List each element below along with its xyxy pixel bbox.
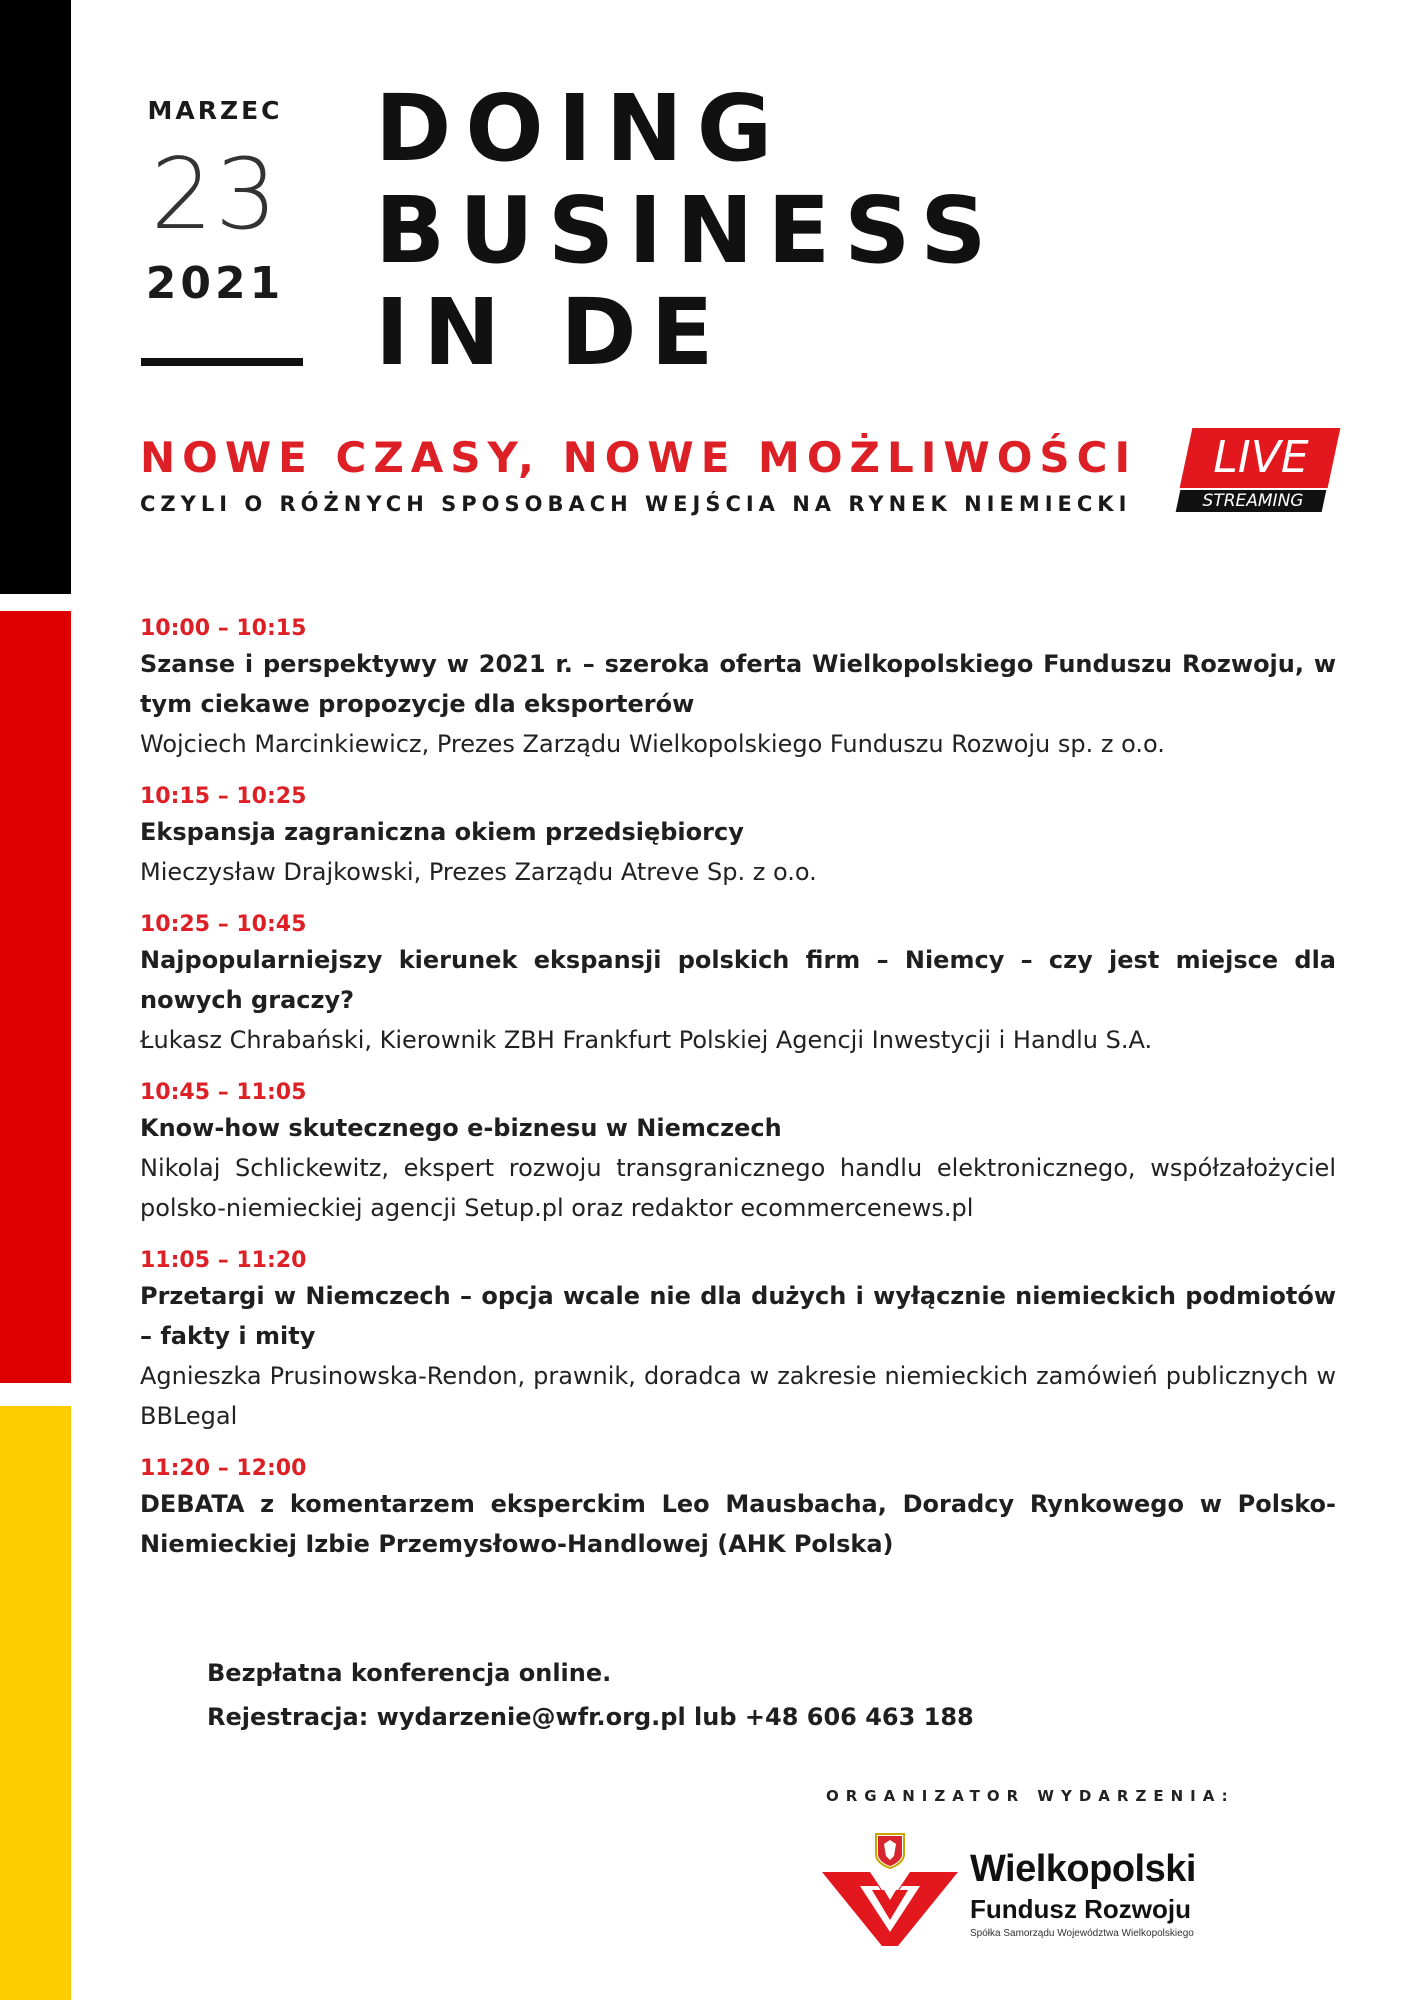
free-conference-note: Bezpłatna konferencja online. bbox=[207, 1659, 612, 1687]
organizer-label: ORGANIZATOR WYDARZENIA: bbox=[826, 1787, 1235, 1805]
agenda-time: 10:15 – 10:25 bbox=[140, 784, 307, 809]
organizer-logo bbox=[820, 1830, 1200, 1950]
agenda-item bbox=[140, 1246, 1336, 1436]
date-year: 2021 bbox=[145, 258, 285, 309]
event-title-line-1: DOING bbox=[375, 75, 787, 182]
agenda-topic: Najpopularniejszy kierunek ekspansji polskich firm – Niemcy – czy jest miejsce dla nowych graczy? bbox=[140, 946, 1336, 1014]
event-title-line-2: BUSINESS bbox=[375, 177, 1001, 284]
date-day: 23 bbox=[150, 138, 280, 252]
agenda bbox=[140, 614, 1336, 1582]
flag-stripe-red bbox=[0, 611, 71, 1383]
crest-icon bbox=[876, 1834, 904, 1868]
agenda-speaker: Agnieszka Prusinowska-Rendon, prawnik, doradca w zakresie niemieckich zamówień publicznych w BBLegal bbox=[140, 1362, 1336, 1430]
agenda-topic: Ekspansja zagraniczna okiem przedsiębiorcy bbox=[140, 818, 744, 846]
agenda-time: 10:45 – 11:05 bbox=[140, 1080, 307, 1105]
agenda-time: 10:25 – 10:45 bbox=[140, 912, 307, 937]
flag-stripe-black bbox=[0, 0, 71, 594]
agenda-topic: Know-how skutecznego e-biznesu w Niemczech bbox=[140, 1114, 782, 1142]
streaming-badge-text: STREAMING bbox=[1202, 491, 1304, 511]
agenda-topic: DEBATA z komentarzem eksperckim Leo Mausbacha, Doradcy Rynkowego w Polsko-Niemieckiej Izbie Przemysłowo-Handlowej (AHK Polska) bbox=[140, 1490, 1336, 1558]
wfr-logo-icon bbox=[820, 1830, 960, 1948]
event-title bbox=[375, 75, 1001, 386]
flag-stripe-gold bbox=[0, 1406, 71, 2000]
registration-info bbox=[207, 1651, 974, 1739]
organizer-subname: Fundusz Rozwoju bbox=[970, 1894, 1191, 1924]
agenda-item bbox=[140, 614, 1336, 764]
event-title-line-3: IN DE bbox=[375, 279, 728, 386]
agenda-topic: Przetargi w Niemczech – opcja wcale nie dla dużych i wyłącznie niemieckich podmiotów – fakty i mity bbox=[140, 1282, 1336, 1350]
agenda-item bbox=[140, 1078, 1336, 1228]
event-tagline: CZYLI O RÓŻNYCH SPOSOBACH WEJŚCIA NA RYNEK NIEMIECKI bbox=[140, 492, 1132, 516]
agenda-speaker: Wojciech Marcinkiewicz, Prezes Zarządu Wielkopolskiego Funduszu Rozwoju sp. z o.o. bbox=[140, 730, 1165, 758]
agenda-time: 10:00 – 10:15 bbox=[140, 616, 307, 641]
organizer-tagline: Spółka Samorządu Województwa Wielkopolskiego bbox=[970, 1928, 1194, 1939]
date-month: MARZEC bbox=[147, 96, 283, 125]
live-badge-text: LIVE bbox=[1213, 432, 1309, 483]
organizer-name: Wielkopolski bbox=[970, 1848, 1196, 1890]
agenda-item bbox=[140, 910, 1336, 1060]
registration-contact: Rejestracja: wydarzenie@wfr.org.pl lub +48 606 463 188 bbox=[207, 1703, 974, 1731]
agenda-topic: Szanse i perspektywy w 2021 r. – szeroka oferta Wielkopolskiego Funduszu Rozwoju, w tym ciekawe propozycje dla eksporterów bbox=[140, 650, 1336, 718]
agenda-speaker: Mieczysław Drajkowski, Prezes Zarządu Atreve Sp. z o.o. bbox=[140, 858, 817, 886]
agenda-speaker: Łukasz Chrabański, Kierownik ZBH Frankfurt Polskiej Agencji Inwestycji i Handlu S.A. bbox=[140, 1026, 1153, 1054]
agenda-item bbox=[140, 782, 1336, 892]
w-mark-icon bbox=[822, 1872, 958, 1946]
agenda-speaker: Nikolaj Schlickewitz, ekspert rozwoju transgranicznego handlu elektronicznego, współzałożyciel polsko-niemieckiej agencji Setup.pl oraz redaktor ecommercenews.pl bbox=[140, 1154, 1336, 1222]
event-subtitle: NOWE CZASY, NOWE MOŻLIWOŚCI bbox=[140, 433, 1138, 482]
agenda-time: 11:05 – 11:20 bbox=[140, 1248, 307, 1273]
agenda-time: 11:20 – 12:00 bbox=[140, 1456, 307, 1481]
agenda-item bbox=[140, 1454, 1336, 1564]
date-divider bbox=[141, 358, 303, 366]
live-streaming-badge bbox=[1178, 428, 1338, 516]
